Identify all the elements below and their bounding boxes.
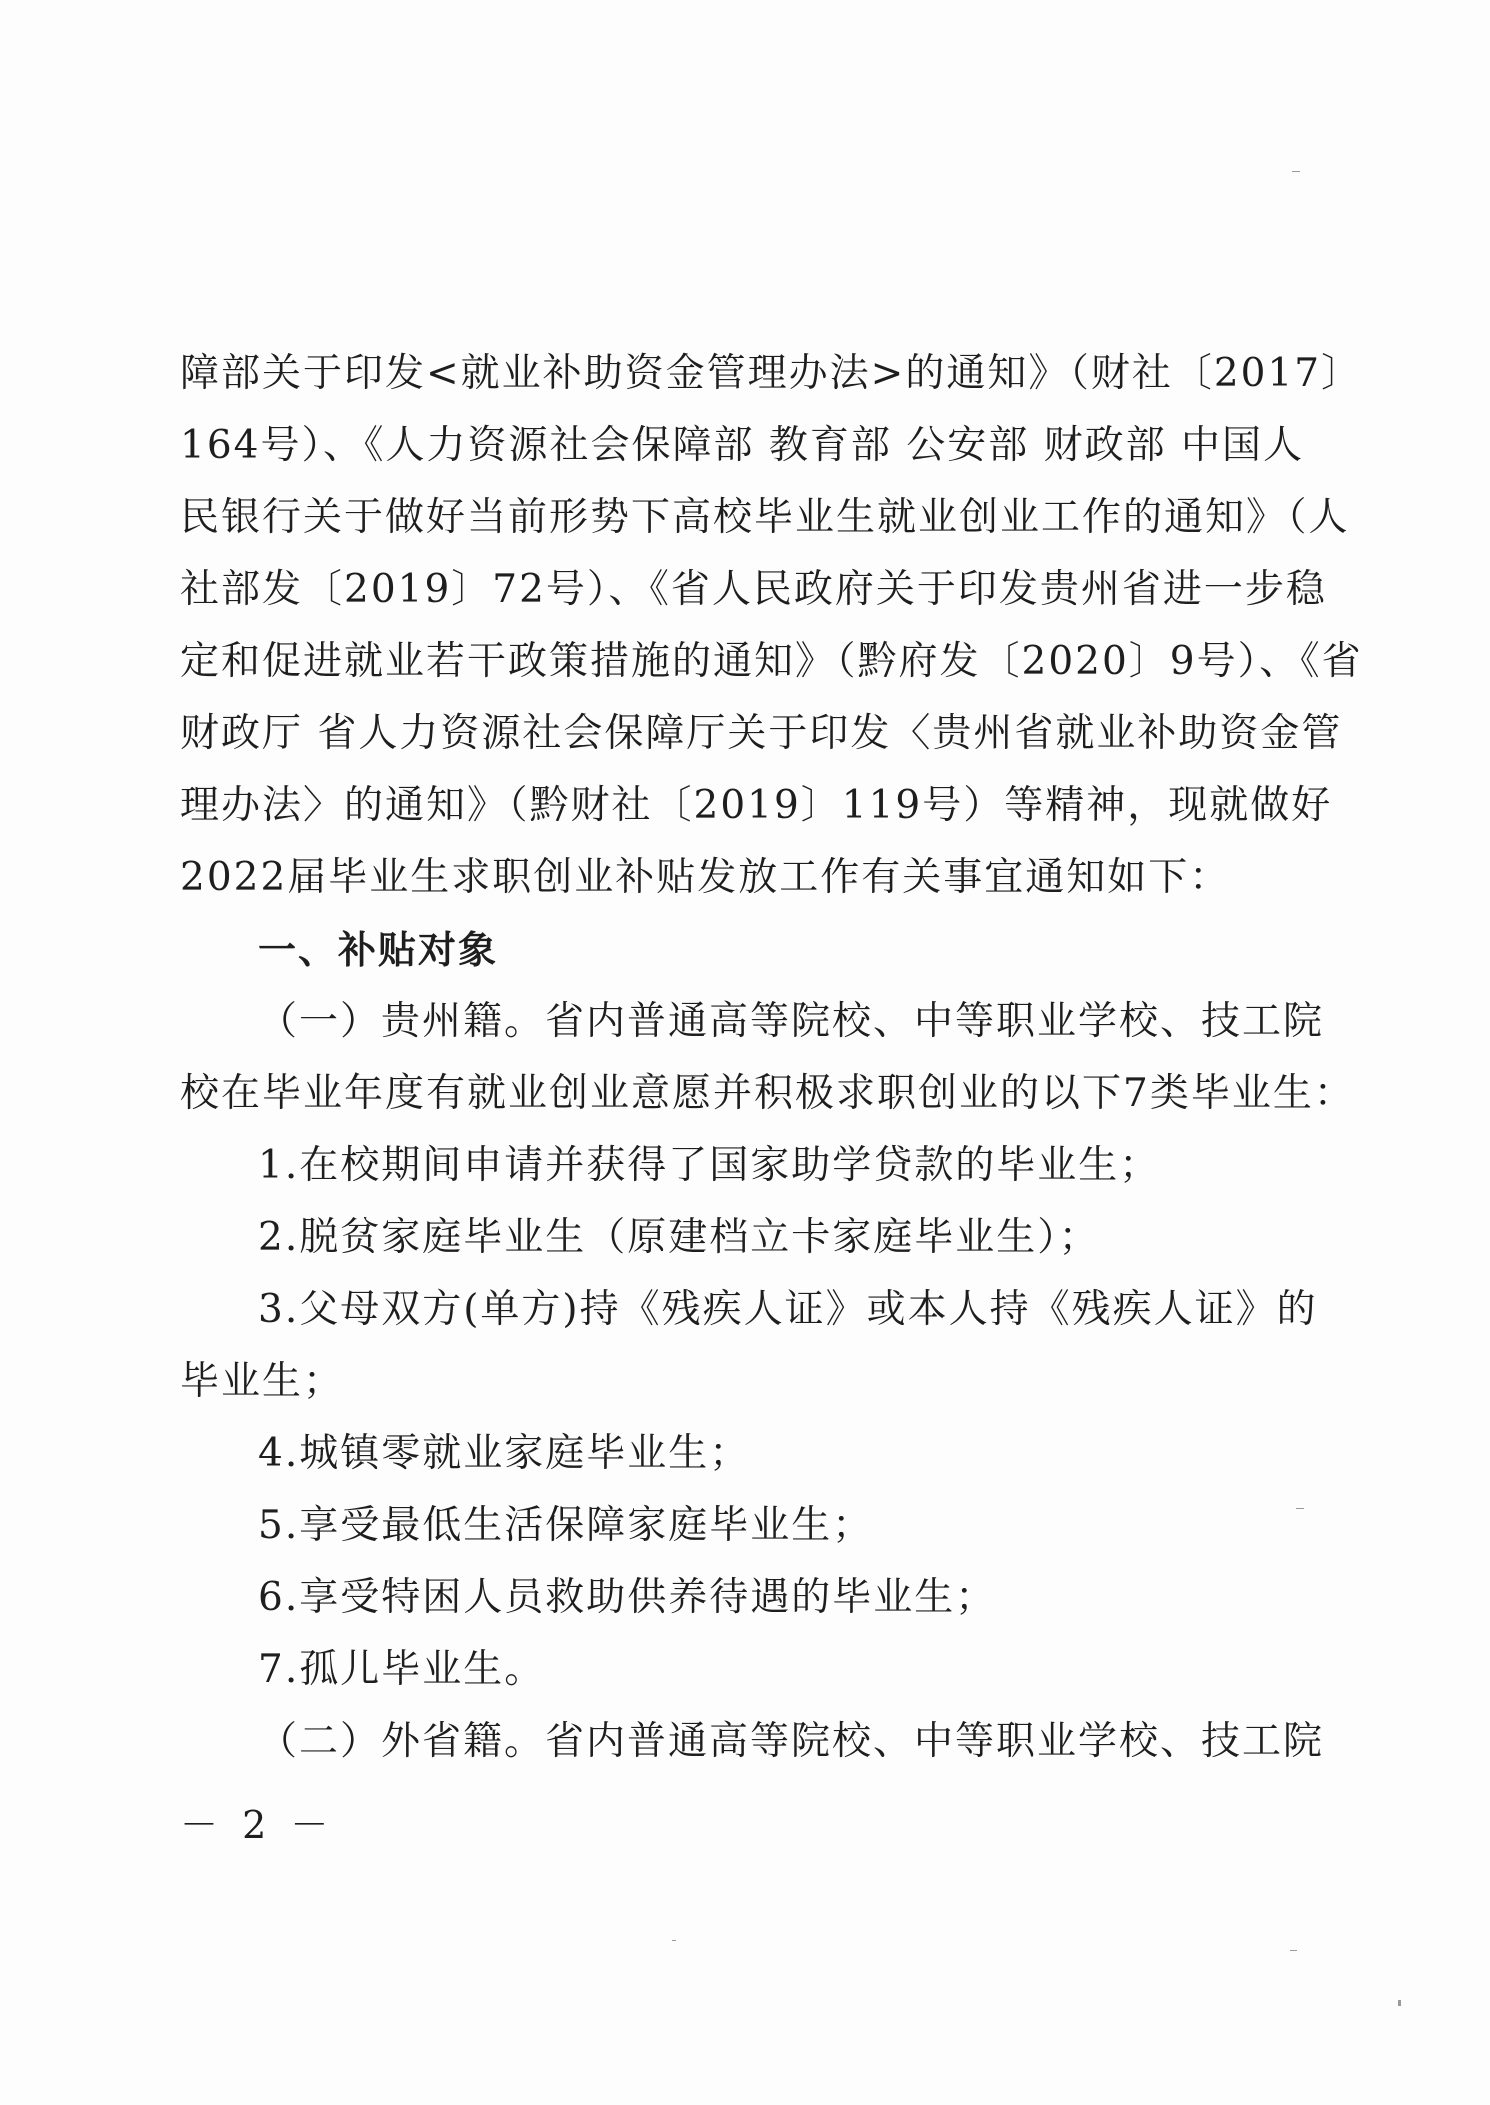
list-item: 3.父母双方(单方)持《残疾人证》或本人持《残疾人证》的 bbox=[258, 1287, 1318, 1332]
scan-speck bbox=[1292, 171, 1300, 172]
subsection-2-line: （二）外省籍。省内普通高等院校、中等职业学校、技工院 bbox=[258, 1719, 1325, 1764]
body-line: 财政厅 省人力资源社会保障厅关于印发〈贵州省就业补助资金管 bbox=[180, 711, 1343, 756]
body-line: 理办法〉的通知》（黔财社〔2019〕119号）等精神，现就做好 bbox=[180, 783, 1333, 828]
list-item: 4.城镇零就业家庭毕业生； bbox=[258, 1431, 751, 1476]
scan-speck bbox=[672, 1940, 676, 1941]
page-number: － 2 － bbox=[180, 1803, 335, 1847]
body-line: 民银行关于做好当前形势下高校毕业生就业创业工作的通知》（人 bbox=[180, 495, 1350, 540]
list-item: 7.孤儿毕业生。 bbox=[258, 1647, 546, 1692]
body-line: 障部关于印发<就业补助资金管理办法>的通知》（财社〔2017〕 bbox=[180, 351, 1363, 396]
list-item: 1.在校期间申请并获得了国家助学贷款的毕业生； bbox=[258, 1143, 1161, 1188]
body-line: 164号）、《人力资源社会保障部 教育部 公安部 财政部 中国人 bbox=[180, 423, 1305, 468]
subsection-1-line: （一）贵州籍。省内普通高等院校、中等职业学校、技工院 bbox=[258, 999, 1325, 1044]
section-heading: 一、补贴对象 bbox=[258, 928, 499, 972]
body-line: 2022届毕业生求职创业补贴发放工作有关事宜通知如下： bbox=[180, 855, 1231, 900]
body-line: 定和促进就业若干政策措施的通知》（黔府发〔2020〕9号）、《省 bbox=[180, 639, 1363, 684]
document-body bbox=[180, 338, 1363, 1778]
body-line: 社部发〔2019〕72号）、《省人民政府关于印发贵州省进一步稳 bbox=[180, 567, 1327, 612]
subsection-1-line: 校在毕业年度有就业创业意愿并积极求职创业的以下7类毕业生： bbox=[180, 1071, 1355, 1116]
list-item: 5.享受最低生活保障家庭毕业生； bbox=[258, 1503, 874, 1548]
list-item: 2.脱贫家庭毕业生（原建档立卡家庭毕业生）； bbox=[258, 1215, 1100, 1260]
scan-speck bbox=[1290, 1950, 1297, 1951]
scan-speck bbox=[1296, 1508, 1304, 1509]
list-item-continuation: 毕业生； bbox=[180, 1359, 345, 1404]
scan-speck bbox=[1398, 2000, 1401, 2006]
list-item: 6.享受特困人员救助供养待遇的毕业生； bbox=[258, 1575, 997, 1620]
